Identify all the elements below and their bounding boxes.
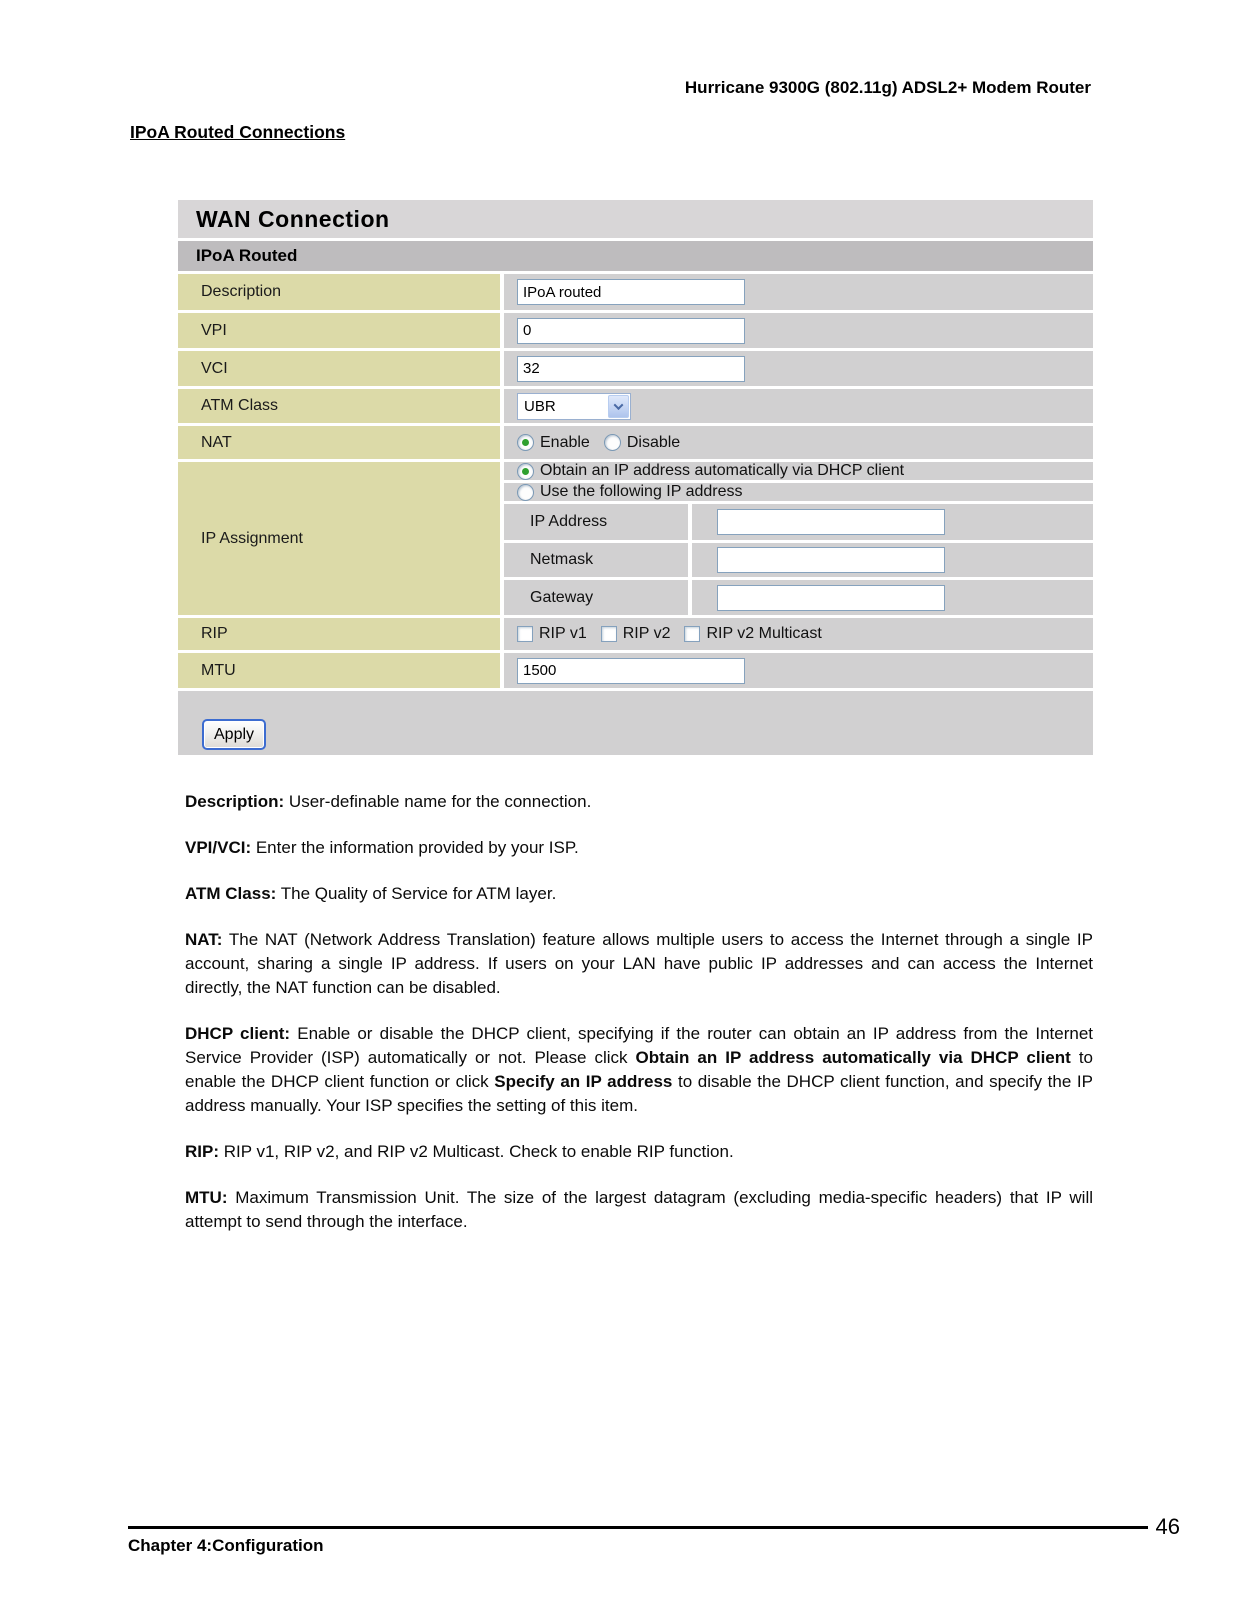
para-vpi-vci [185, 836, 1093, 860]
vci-label: VCI [178, 351, 500, 386]
para-mtu-text: Maximum Transmission Unit. The size of the largest datagram (excluding media-specific headers) that IP will attempt to send through the interface. [185, 1188, 1093, 1231]
para-vpi-vci-text: Enter the information provided by your ISP. [251, 838, 579, 857]
nat-label: NAT [178, 426, 500, 459]
mtu-input[interactable] [517, 658, 745, 684]
netmask-label: Netmask [504, 543, 688, 577]
para-nat [185, 928, 1093, 1000]
para-mtu-term: MTU: [185, 1188, 228, 1207]
description-value-cell [504, 274, 1093, 310]
ip-address-label: IP Address [504, 504, 688, 540]
gateway-label: Gateway [504, 580, 688, 615]
rip-v1-label: RIP v1 [539, 625, 587, 642]
vci-input[interactable] [517, 356, 745, 382]
page-number: 46 [1155, 1514, 1180, 1539]
select-arrow-button[interactable] [608, 395, 629, 418]
footer-divider [128, 1526, 1148, 1529]
form-title: WAN Connection [178, 200, 1093, 238]
apply-button[interactable]: Apply [202, 719, 266, 750]
vci-row [178, 351, 1093, 386]
chevron-down-icon [614, 400, 624, 410]
para-rip-term: RIP: [185, 1142, 219, 1161]
para-dhcp-text-2: to enable the DHCP client function or click [185, 1048, 1094, 1091]
rip-row [178, 618, 1093, 650]
nat-enable-label: Enable [540, 433, 590, 451]
para-dhcp-text-1: Enable or disable the DHCP client, specifying if the router can obtain an IP address from the Internet Service Provider (ISP) automatically or not. Please click [185, 1024, 1093, 1067]
rip-v2-checkbox[interactable] [601, 626, 617, 642]
rip-value-cell [504, 618, 1093, 650]
description-input[interactable] [517, 279, 745, 305]
para-atm-class-term: ATM Class: [185, 884, 277, 903]
para-atm-class [185, 882, 1093, 906]
radio-dot-icon [522, 489, 529, 496]
dhcp-option-cell [504, 462, 1093, 480]
netmask-subrow [504, 543, 1093, 577]
nat-disable-radio[interactable] [604, 434, 621, 451]
ip-address-subrow [504, 504, 1093, 540]
rip-v2-label: RIP v2 [622, 625, 671, 642]
gateway-input[interactable] [717, 585, 945, 611]
vpi-value-cell [504, 313, 1093, 348]
nat-disable-label: Disable [626, 433, 681, 451]
footer-rule-row [128, 1516, 1180, 1538]
para-rip [185, 1140, 1093, 1164]
para-dhcp-term: DHCP client: [185, 1024, 291, 1043]
ip-address-value-cell [692, 504, 1093, 540]
nat-enable-radio[interactable] [517, 434, 534, 451]
para-dhcp-bold-1: Obtain an IP address automatically via DHCP client [635, 1048, 1071, 1067]
vpi-label: VPI [178, 313, 500, 348]
nat-row [178, 426, 1093, 459]
use-following-ip-label: Use the following IP address [540, 483, 743, 500]
atm-class-value-cell [504, 389, 1093, 423]
para-vpi-vci-term: VPI/VCI: [185, 838, 252, 857]
form-subtitle: IPoA Routed [178, 241, 1093, 271]
form-footer-block [178, 691, 1093, 755]
gateway-subrow [504, 580, 1093, 615]
footer-chapter-label: Chapter 4:Configuration [128, 1536, 324, 1555]
gateway-value-cell [692, 580, 1093, 615]
radio-dot-icon [609, 439, 616, 446]
mtu-value-cell [504, 653, 1093, 688]
static-ip-option-cell [504, 483, 1093, 501]
ip-address-input[interactable] [717, 509, 945, 535]
rip-label: RIP [178, 618, 500, 650]
description-row [178, 274, 1093, 310]
para-mtu [185, 1186, 1093, 1234]
para-nat-text: The NAT (Network Address Translation) feature allows multiple users to access the Internet through a single IP account, sharing a single IP address. If users on your LAN have public IP addresses and can access the Internet directly, the NAT function can be disabled. [185, 930, 1093, 997]
wan-connection-form [178, 200, 1093, 755]
para-rip-text: RIP v1, RIP v2, and RIP v2 Multicast. Check to enable RIP function. [219, 1142, 734, 1161]
radio-dot-icon [522, 468, 529, 475]
para-dhcp-text-3: to disable the DHCP client function, and specify the IP address manually. Your ISP specifies the setting of this item. [185, 1072, 1093, 1115]
para-atm-class-text: The Quality of Service for ATM layer. [276, 884, 557, 903]
ip-assignment-label: IP Assignment [178, 462, 500, 615]
mtu-label: MTU [178, 653, 500, 688]
para-nat-term: NAT: [185, 930, 223, 949]
atm-class-row [178, 389, 1093, 423]
obtain-ip-dhcp-label: Obtain an IP address automatically via DHCP client [540, 462, 905, 479]
vci-value-cell [504, 351, 1093, 386]
description-label: Description [178, 274, 500, 310]
document-header-title: Hurricane 9300G (802.11g) ADSL2+ Modem Router [684, 78, 1091, 97]
atm-class-select[interactable] [517, 393, 631, 420]
radio-dot-icon [522, 439, 529, 446]
rip-v1-checkbox[interactable] [517, 626, 533, 642]
vpi-row [178, 313, 1093, 348]
netmask-input[interactable] [717, 547, 945, 573]
rip-v2-multicast-checkbox[interactable] [684, 626, 700, 642]
para-description [185, 790, 1093, 814]
para-description-term: Description: [185, 792, 285, 811]
atm-class-label: ATM Class [178, 389, 500, 423]
netmask-value-cell [692, 543, 1093, 577]
mtu-row [178, 653, 1093, 688]
para-description-text: User-definable name for the connection. [284, 792, 592, 811]
para-dhcp-client [185, 1022, 1093, 1118]
ip-assignment-row [178, 462, 1093, 615]
body-copy [185, 790, 1093, 1256]
use-following-ip-radio[interactable] [517, 484, 534, 501]
obtain-ip-dhcp-radio[interactable] [517, 463, 534, 480]
atm-class-selected-value: UBR [524, 397, 556, 415]
rip-v2-multicast-label: RIP v2 Multicast [706, 625, 822, 642]
section-heading: IPoA Routed Connections [130, 122, 346, 142]
vpi-input[interactable] [517, 318, 745, 344]
nat-value-cell [504, 426, 1093, 459]
para-dhcp-bold-2: Specify an IP address [494, 1072, 673, 1091]
